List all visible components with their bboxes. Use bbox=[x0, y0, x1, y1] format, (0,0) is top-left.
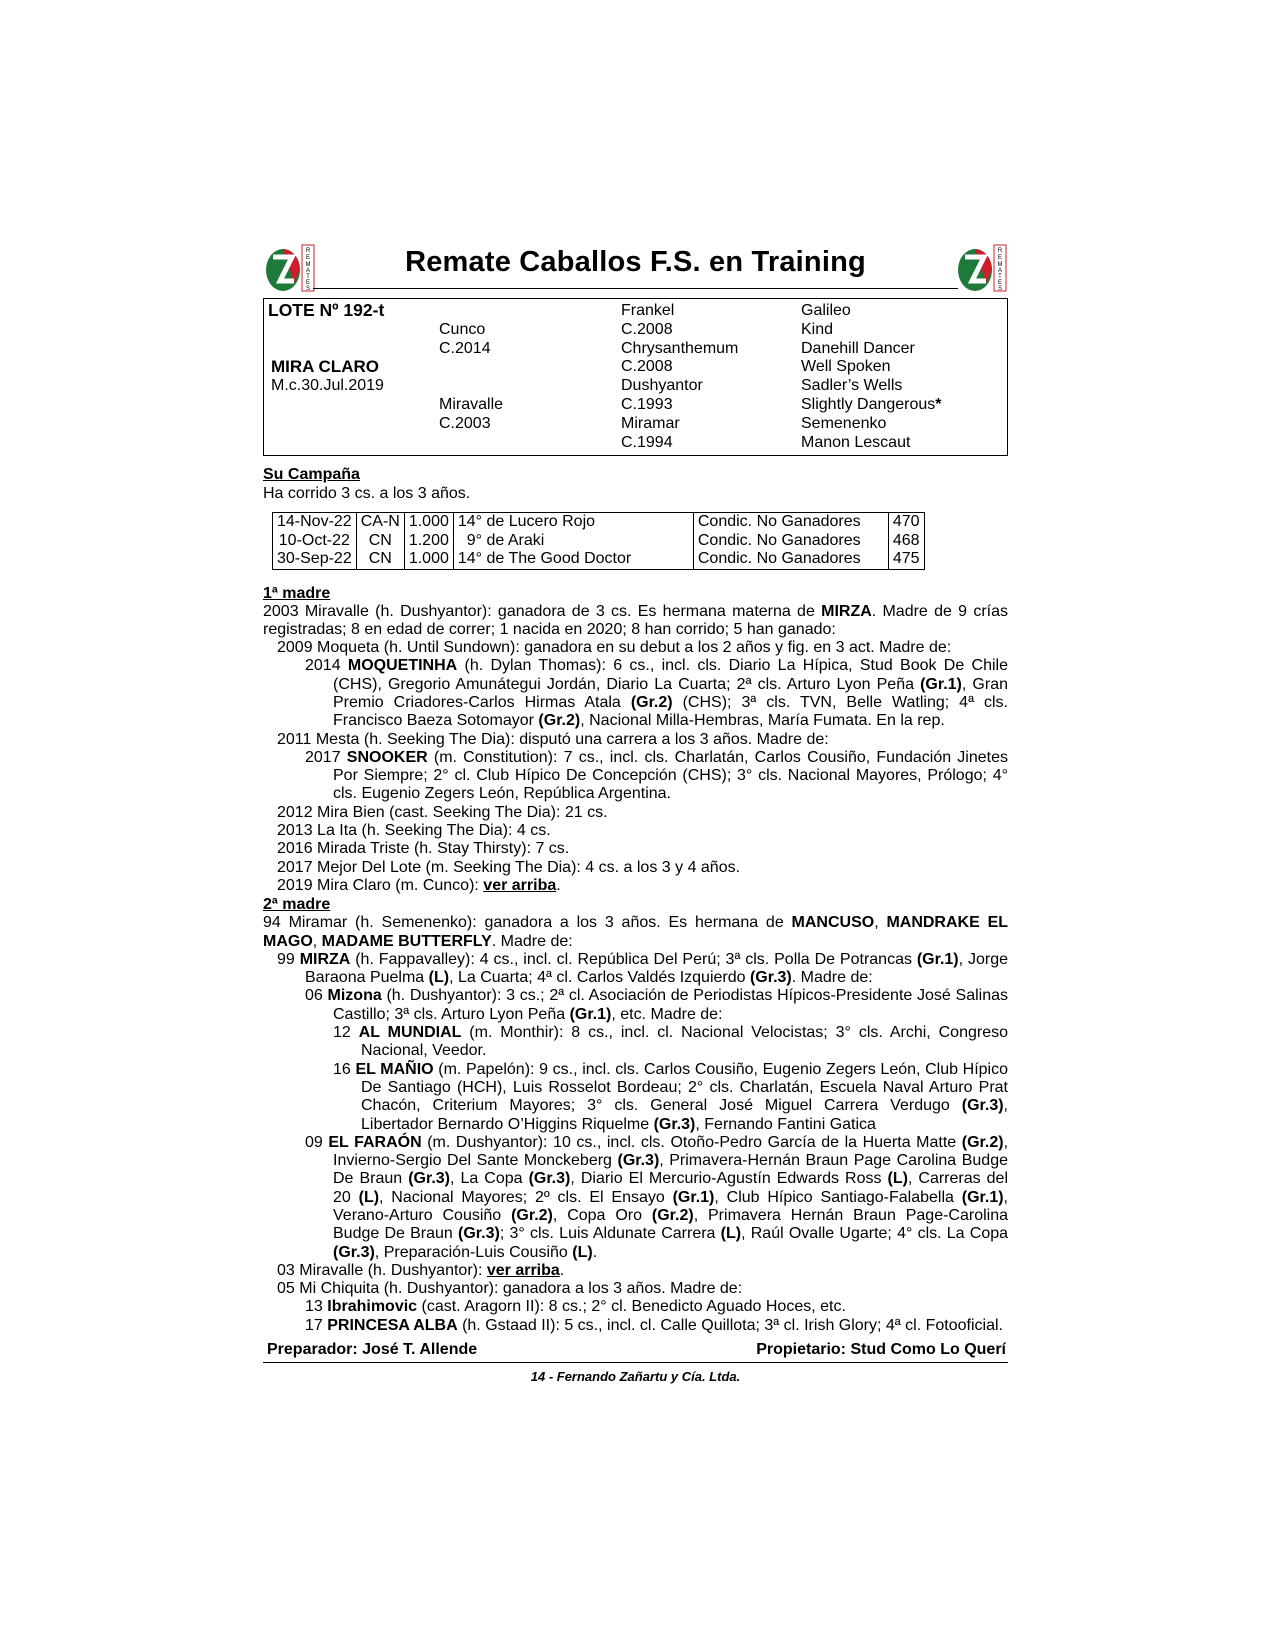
dam-dam: Miramar bbox=[621, 415, 680, 432]
produce-el-faraon: 09 EL FARAÓN (m. Dushyantor): 10 cs., incl. cls. Otoño-Pedro García de la Huerta Matte (Gr.2), Invierno-Sergio Del Sante Monckeberg (Gr.3), Primavera-Hernán Braun Page Carolina Budge De Braun (Gr.3), La Copa (Gr.3), Diario El Mercurio-Agustín Edwards Ross (L), Carreras del 20 (L), Nacional Mayores; 2º cls. El Ensayo (Gr.1), Club Hípico Santiago-Falabella (Gr.1), Verano-Arturo Cousiño (Gr.2), Copa Oro (Gr.2), Primavera Hernán Braun Page-Carolina Budge De Braun (Gr.3); 3° cls. Luis Aldunate Carrera (L), Raúl Ovalle Ugarte; 4° cls. La Copa (Gr.3), Preparación-Luis Cousiño (L). bbox=[305, 1133, 1009, 1261]
svg-text:S: S bbox=[997, 286, 1003, 292]
race-cond: Condic. No Ganadores bbox=[693, 532, 888, 551]
produce-snooker: 2017 SNOOKER (m. Constitution): 7 cs., incl. cls. Charlatán, Carlos Cousiño, Fundación Jinetes Por Siempre; 2° cl. Club Hípico De Concepción (CHS); 3° cls. Nacional Mayores, Prólogo; 4° cls. Eugenio Zegers León, República Argentina. bbox=[305, 748, 1009, 803]
race-weight: 475 bbox=[888, 550, 924, 569]
produce-mizona: 06 Mizona (h. Dushyantor): 3 cs.; 2ª cl. Asociación de Periodistas Hípicos-Presidente José Salinas Castillo; 3ª cls. Arturo Lyon Peña (Gr.1), etc. Madre de: bbox=[305, 987, 1008, 1023]
produce-mira-bien: 2012 Mira Bien (cast. Seeking The Dia): 21 cs. bbox=[277, 803, 608, 821]
produce-mirada-triste: 2016 Mirada Triste (h. Stay Thirsty): 7 cs. bbox=[277, 840, 570, 858]
svg-text:S: S bbox=[305, 286, 311, 292]
trainer-label: Preparador: José T. Allende bbox=[267, 1341, 478, 1359]
remates-logo-icon bbox=[956, 243, 1008, 293]
race-table bbox=[272, 512, 925, 570]
owner-label: Propietario: Stud Como Lo Querí bbox=[756, 1341, 1006, 1359]
footer-divider bbox=[263, 1362, 1008, 1363]
second-dam-title: 2ª madre bbox=[263, 896, 331, 914]
dam-dam-year: C.1994 bbox=[621, 434, 673, 451]
race-cond: Condic. No Ganadores bbox=[693, 550, 888, 569]
sire-sire-year: C.2008 bbox=[621, 321, 673, 338]
produce-ibrahimovic: 13 Ibrahimovic (cast. Aragorn II): 8 cs.; 2° cl. Benedicto Aguado Hoces, etc. bbox=[305, 1298, 846, 1316]
horse-name: MIRA CLARO bbox=[271, 357, 379, 376]
race-result: 14° de The Good Doctor bbox=[453, 550, 693, 569]
svg-text:A: A bbox=[997, 268, 1003, 274]
race-date: 10-Oct-22 bbox=[273, 532, 357, 551]
horse-birth: M.c.30.Jul.2019 bbox=[271, 377, 384, 394]
race-cond: Condic. No Ganadores bbox=[693, 513, 888, 532]
race-weight: 470 bbox=[888, 513, 924, 532]
svg-text:E: E bbox=[997, 255, 1003, 261]
produce-el-manio: 16 EL MAÑIO (m. Papelón): 9 cs., incl. cls. Carlos Cousiño, Eugenio Zegers León, Club Hípico De Santiago (HCH), Luis Rosselot Bordeau; 2° cls. Charlatán, Escuela Naval Arturo Prat Chacón, Criterium Mayores; 3° cls. General José Miguel Carrera Verdugo (Gr.3), Libertador Bernardo O’Higgins Riquelme (Gr.3), Fernando Fantini Gatica bbox=[333, 1060, 1009, 1133]
race-track: CA-N bbox=[356, 513, 404, 532]
title-divider bbox=[313, 288, 958, 289]
svg-text:T: T bbox=[306, 274, 310, 280]
lote-number: LOTE Nº 192-t bbox=[268, 300, 385, 320]
sire-dam-year: C.2008 bbox=[621, 358, 673, 375]
race-date: 30-Sep-22 bbox=[273, 550, 357, 569]
race-result: 14° de Lucero Rojo bbox=[453, 513, 693, 532]
race-row bbox=[273, 550, 925, 569]
produce-al-mundial: 12 AL MUNDIAL (m. Monthir): 8 cs., incl. cl. Nacional Velocistas; 3° cls. Archi, Congreso Nacional, Veedor. bbox=[333, 1024, 1009, 1060]
second-dam-intro: 94 Miramar (h. Semenenko): ganadora a los 3 años. Es hermana de MANCUSO, MANDRAKE EL MAGO, MADAME BUTTERFLY. Madre de: bbox=[263, 914, 1009, 950]
gg-sire-4: Semenenko bbox=[801, 415, 887, 432]
pedigree-notes bbox=[263, 584, 1008, 1336]
first-dam-intro: 2003 Miravalle (h. Dushyantor): ganadora de 3 cs. Es hermana materna de MIRZA. Madre de 9 crías registradas; 8 en edad de correr; 1 nacida en 2020; 8 han corrido; 5 han ganado: bbox=[263, 602, 1008, 638]
produce-mirza: 99 MIRZA (h. Fappavalley): 4 cs., incl. cl. República Del Perú; 3ª cls. Polla De Potrancas (Gr.1), Jorge Baraona Puelma (L), La Cuarta; 4ª cl. Carlos Valdés Izquierdo (Gr.3). Madre de: bbox=[277, 950, 1008, 987]
page-title: Remate Caballos F.S. en Training bbox=[405, 246, 866, 278]
gg-dam-4: Manon Lescaut bbox=[801, 434, 911, 451]
svg-text:A: A bbox=[305, 268, 311, 274]
gg-dam-2: Well Spoken bbox=[801, 358, 891, 375]
race-row bbox=[273, 532, 925, 551]
svg-text:R: R bbox=[305, 248, 311, 254]
dam-year: C.2003 bbox=[439, 415, 491, 432]
first-dam-title: 1ª madre bbox=[263, 584, 331, 602]
gg-sire-1: Galileo bbox=[801, 302, 851, 319]
race-row bbox=[273, 513, 925, 532]
race-weight: 468 bbox=[888, 532, 924, 551]
dam-name: Miravalle bbox=[439, 396, 504, 413]
gg-sire-3: Sadler’s Wells bbox=[801, 377, 903, 394]
produce-miravalle: 03 Miravalle (h. Dushyantor): ver arriba. bbox=[277, 1261, 565, 1279]
gg-dam-1: Kind bbox=[801, 321, 834, 338]
dam-sire-year: C.1993 bbox=[621, 396, 673, 413]
race-date: 14-Nov-22 bbox=[273, 513, 357, 532]
page-number-line: 14 - Fernando Zañartu y Cía. Ltda. bbox=[530, 1369, 741, 1385]
gg-sire-2: Danehill Dancer bbox=[801, 340, 915, 357]
svg-text:M: M bbox=[997, 262, 1003, 268]
produce-mesta: 2011 Mesta (h. Seeking The Dia): disputó una carrera a los 3 años. Madre de: bbox=[277, 730, 829, 748]
race-result: 9° de Araki bbox=[453, 532, 693, 551]
campaign-title: Su Campaña bbox=[263, 466, 360, 483]
sire-name: Cunco bbox=[439, 321, 486, 338]
sire-year: C.2014 bbox=[439, 340, 491, 357]
produce-princesa-alba: 17 PRINCESA ALBA (h. Gstaad II): 5 cs., incl. cl. Calle Quillota; 3ª cl. Irish Glory; 4ª cl. Fotooficial. bbox=[305, 1316, 1003, 1334]
page-header bbox=[263, 240, 1008, 298]
gg-dam-3: Slightly Dangerous* bbox=[801, 396, 942, 413]
sire-dam: Chrysanthemum bbox=[621, 340, 739, 357]
produce-moquetinha: 2014 MOQUETINHA (h. Dylan Thomas): 6 cs., incl. cls. Diario La Hípica, Stud Book De Chile (CHS), Gregorio Amunátegui Jordán, Diario La Cuarta; 2ª cls. Arturo Lyon Peña (Gr.1), Gran Premio Criadores-Carlos Hirmas Atala (Gr.2) (CHS); 3ª cls. TVN, Belle Watling; 4ª cls. Francisco Baeza Sotomayor (Gr.2), Nacional Milla-Hembras, María Fumata. En la rep. bbox=[305, 657, 1009, 730]
race-track: CN bbox=[356, 532, 404, 551]
produce-mi-chiquita: 05 Mi Chiquita (h. Dushyantor): ganadora a los 3 años. Madre de: bbox=[277, 1280, 743, 1298]
race-dist: 1.200 bbox=[404, 532, 453, 551]
produce-moqueta: 2009 Moqueta (h. Until Sundown): ganadora en su debut a los 2 años y fig. en 3 act. Madre de: bbox=[277, 639, 952, 657]
svg-text:T: T bbox=[998, 274, 1002, 280]
produce-la-ita: 2013 La Ita (h. Seeking The Dia): 4 cs. bbox=[277, 822, 551, 840]
pedigree-box bbox=[263, 298, 1008, 456]
footer-credits bbox=[263, 1340, 1008, 1360]
catalog-page bbox=[263, 240, 1008, 1384]
race-dist: 1.000 bbox=[404, 550, 453, 569]
campaign-summary: Ha corrido 3 cs. a los 3 años. bbox=[263, 485, 471, 502]
produce-mira-claro: 2019 Mira Claro (m. Cunco): ver arriba. bbox=[277, 876, 561, 894]
sire-sire: Frankel bbox=[621, 302, 675, 319]
svg-text:E: E bbox=[305, 280, 311, 286]
svg-text:E: E bbox=[997, 280, 1003, 286]
svg-text:E: E bbox=[305, 255, 311, 261]
campaign-section bbox=[263, 465, 1008, 570]
race-dist: 1.000 bbox=[404, 513, 453, 532]
svg-text:M: M bbox=[305, 262, 311, 268]
dam-sire: Dushyantor bbox=[621, 377, 703, 394]
race-track: CN bbox=[356, 550, 404, 569]
svg-text:R: R bbox=[997, 248, 1003, 254]
produce-mejor-del-lote: 2017 Mejor Del Lote (m. Seeking The Dia): 4 cs. a los 3 y 4 años. bbox=[277, 858, 741, 876]
